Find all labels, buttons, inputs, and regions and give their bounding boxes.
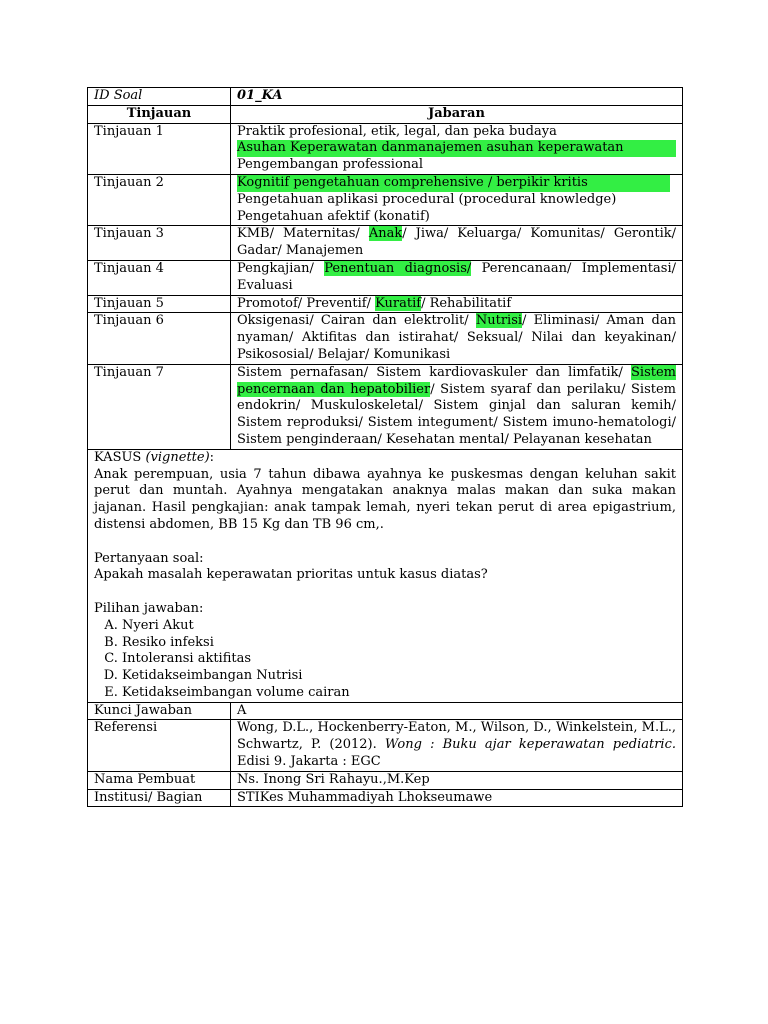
id-row xyxy=(88,88,683,106)
kunci-row xyxy=(88,702,683,720)
tinjauan-content xyxy=(231,364,683,449)
tinjauan-content xyxy=(231,226,683,261)
tinjauan-row-2 xyxy=(88,174,683,225)
header-row xyxy=(88,105,683,123)
jabaran-line-highlighted: Asuhan Keperawatan danmanajemen asuhan keperawatan xyxy=(237,140,676,157)
question-table xyxy=(87,87,683,807)
spacer xyxy=(94,584,676,601)
tinjauan-row-3 xyxy=(88,226,683,261)
jabaran-text: Sistem pernafasan/ Sistem kardiovaskuler dan limfatik/ xyxy=(237,364,632,380)
answer-option-b: B. Resiko infeksi xyxy=(122,635,676,652)
jabaran-line: Pengetahuan aplikasi procedural (procedural knowledge) xyxy=(237,191,617,207)
kasus-heading xyxy=(94,450,676,467)
referensi-edition: Edisi 9. Jakarta : EGC xyxy=(237,754,381,770)
kasus-label: KASUS xyxy=(94,449,142,465)
institusi-row xyxy=(88,789,683,807)
tinjauan-content xyxy=(231,295,683,313)
tinjauan-label: Tinjauan 6 xyxy=(88,313,231,364)
kasus-colon: : xyxy=(209,449,215,465)
kunci-value: A xyxy=(231,702,683,720)
tinjauan-content xyxy=(231,123,683,174)
answer-option-a: A. Nyeri Akut xyxy=(122,618,676,635)
id-value: 01_KA xyxy=(231,88,683,106)
pembuat-label: Nama Pembuat xyxy=(88,771,231,789)
tinjauan-label: Tinjauan 4 xyxy=(88,260,231,295)
referensi-authors: Wong, D.L., Hockenberry-Eaton, M., Wilson, D., Winkelstein, M.L., Schwartz, P. (2012). xyxy=(237,720,676,753)
jabaran-highlight: Sistem pencernaan dan hepatobilier xyxy=(237,364,676,397)
referensi-label: Referensi xyxy=(88,720,231,771)
jabaran-line: Pengembangan professional xyxy=(237,157,424,173)
jabaran-text: / Rehabilitatif xyxy=(421,295,512,311)
tinjauan-content xyxy=(231,174,683,225)
pembuat-value: Ns. Inong Sri Rahayu.,M.Kep xyxy=(231,771,683,789)
institusi-value: STIKes Muhammadiyah Lhokseumawe xyxy=(231,789,683,807)
pembuat-row xyxy=(88,771,683,789)
tinjauan-row-1 xyxy=(88,123,683,174)
id-label: ID Soal xyxy=(88,88,231,106)
answer-option-e: E. Ketidakseimbangan volume cairan xyxy=(122,685,676,702)
jabaran-text: Pengkajian/ xyxy=(237,260,325,276)
answer-options xyxy=(94,618,676,702)
question-label: Pertanyaan soal: xyxy=(94,550,204,566)
jabaran-line: Praktik profesional, etik, legal, dan peka budaya xyxy=(237,123,557,139)
jabaran-line: Pengetahuan afektif (konatif) xyxy=(237,208,430,224)
tinjauan-label: Tinjauan 1 xyxy=(88,123,231,174)
tinjauan-row-6 xyxy=(88,313,683,364)
referensi-row xyxy=(88,720,683,771)
tinjauan-label: Tinjauan 3 xyxy=(88,226,231,261)
jabaran-highlight: Anak xyxy=(368,226,403,242)
kunci-label: Kunci Jawaban xyxy=(88,702,231,720)
kasus-label-italic: (vignette) xyxy=(145,449,210,465)
question-text: Apakah masalah keperawatan prioritas untuk kasus diatas? xyxy=(94,567,488,583)
referensi-title: Wong : Buku ajar keperawatan pediatric. xyxy=(384,737,677,753)
kasus-text: Anak perempuan, usia 7 tahun dibawa ayahnya ke puskesmas dengan keluhan sakit perut dan muntah. Ayahnya mengatakan anaknya malas makan dan suka makan jajanan. Hasil pengkajian: anak tampak lemah, nyeri tekan perut di area epigastrium, distensi abdomen, BB 15 Kg dan TB 96 cm,. xyxy=(94,466,676,532)
institusi-label: Institusi/ Bagian xyxy=(88,789,231,807)
options-label: Pilihan jawaban: xyxy=(94,600,204,616)
tinjauan-row-4 xyxy=(88,260,683,295)
tinjauan-label: Tinjauan 7 xyxy=(88,364,231,449)
jabaran-text: / Sistem syaraf dan perilaku/ Sistem endokrin/ Muskuloskeletal/ Sistem ginjal dan saluran kemih/ Sistem reproduksi/ Sistem integument/ Sistem imuno-hematologi/ Sistem penginderaan/ Kesehatan mental/ Pelayanan kesehatan xyxy=(237,381,676,447)
tinjauan-label: Tinjauan 2 xyxy=(88,174,231,225)
tinjauan-content xyxy=(231,260,683,295)
jabaran-highlight: Nutrisi xyxy=(475,313,523,329)
jabaran-highlight: Penentuan diagnosis/ xyxy=(324,260,472,276)
answer-option-d: D. Ketidakseimbangan Nutrisi xyxy=(122,668,676,685)
referensi-value xyxy=(231,720,683,771)
spacer xyxy=(94,534,676,551)
jabaran-text: Oksigenasi/ Cairan dan elektrolit/ xyxy=(237,313,476,329)
tinjauan-label: Tinjauan 5 xyxy=(88,295,231,313)
jabaran-text: / Eliminasi/ Aman dan nyaman/ Aktifitas dan istirahat/ Seksual/ Nilai dan keyakinan/ Psikososial/ Belajar/ Komunikasi xyxy=(237,313,677,362)
tinjauan-row-7 xyxy=(88,364,683,449)
kasus-cell xyxy=(88,449,683,702)
answer-option-c: C. Intoleransi aktifitas xyxy=(122,651,676,668)
jabaran-highlight: Kuratif xyxy=(375,295,422,311)
kasus-row xyxy=(88,449,683,702)
col-tinjauan-header: Tinjauan xyxy=(88,105,231,123)
jabaran-text: / Jiwa/ Keluarga/ Komunitas/ Gerontik/ Gadar/ Manajemen xyxy=(237,226,676,259)
tinjauan-content xyxy=(231,313,683,364)
jabaran-text: Perencanaan/ Implementasi/ Evaluasi xyxy=(237,260,676,293)
jabaran-line-highlighted: Kognitif pengetahuan comprehensive / berpikir kritis xyxy=(237,175,670,192)
col-jabaran-header: Jabaran xyxy=(231,105,683,123)
jabaran-text: Promotof/ Preventif/ xyxy=(237,295,376,311)
tinjauan-row-5 xyxy=(88,295,683,313)
jabaran-text: KMB/ Maternitas/ xyxy=(237,226,369,242)
